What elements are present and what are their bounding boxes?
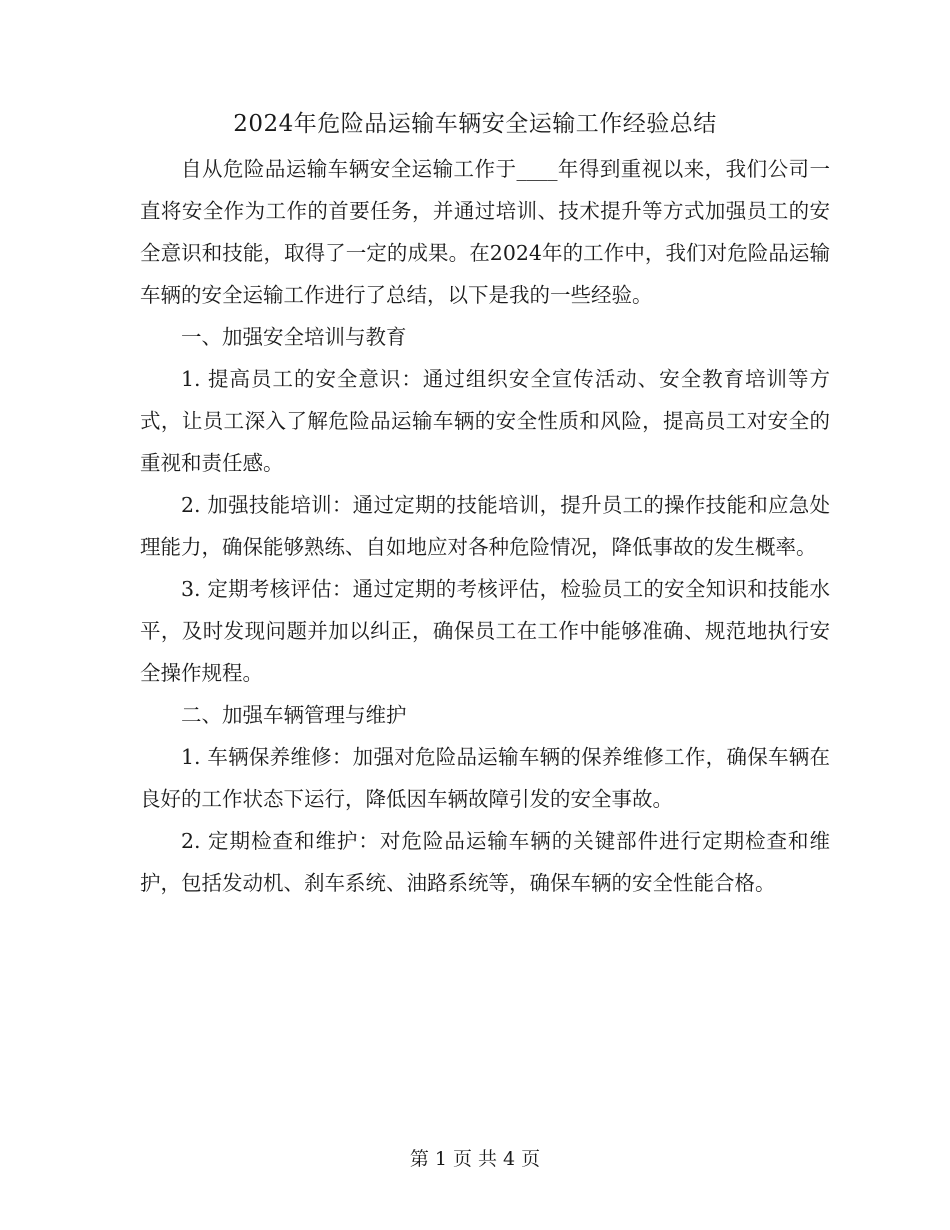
section-1-item-2: 2. 加强技能培训：通过定期的技能培训，提升员工的操作技能和应急处理能力，确保能够熟练、自如地应对各种危险情况，降低事故的发生概率。 bbox=[140, 493, 830, 559]
intro-paragraph: 自从危险品运输车辆安全运输工作于____年得到重视以来，我们公司一直将安全作为工作的首要任务，并通过培训、技术提升等方式加强员工的安全意识和技能，取得了一定的成果。在2024年的工作中，我们对危险品运输车辆的安全运输工作进行了总结，以下是我的一些经验。 bbox=[140, 157, 830, 307]
section-2-item-1: 1. 车辆保养维修：加强对危险品运输车辆的保养维修工作，确保车辆在良好的工作状态下运行，降低因车辆故障引发的安全事故。 bbox=[140, 745, 830, 811]
section-1-item-3: 3. 定期考核评估：通过定期的考核评估，检验员工的安全知识和技能水平，及时发现问题并加以纠正，确保员工在工作中能够准确、规范地执行安全操作规程。 bbox=[140, 577, 830, 685]
section-heading-1: 一、加强安全培训与教育 bbox=[181, 325, 407, 349]
section-heading-2: 二、加强车辆管理与维护 bbox=[181, 703, 407, 727]
page-number-footer: 第 1 页 共 4 页 bbox=[409, 1148, 541, 1170]
document-title: 2024年危险品运输车辆安全运输工作经验总结 bbox=[233, 111, 717, 137]
document-body bbox=[140, 148, 830, 904]
section-2-item-2: 2. 定期检查和维护：对危险品运输车辆的关键部件进行定期检查和维护，包括发动机、刹车系统、油路系统等，确保车辆的安全性能合格。 bbox=[140, 829, 830, 895]
section-1-item-1: 1. 提高员工的安全意识：通过组织安全宣传活动、安全教育培训等方式，让员工深入了解危险品运输车辆的安全性质和风险，提高员工对安全的重视和责任感。 bbox=[140, 367, 830, 475]
